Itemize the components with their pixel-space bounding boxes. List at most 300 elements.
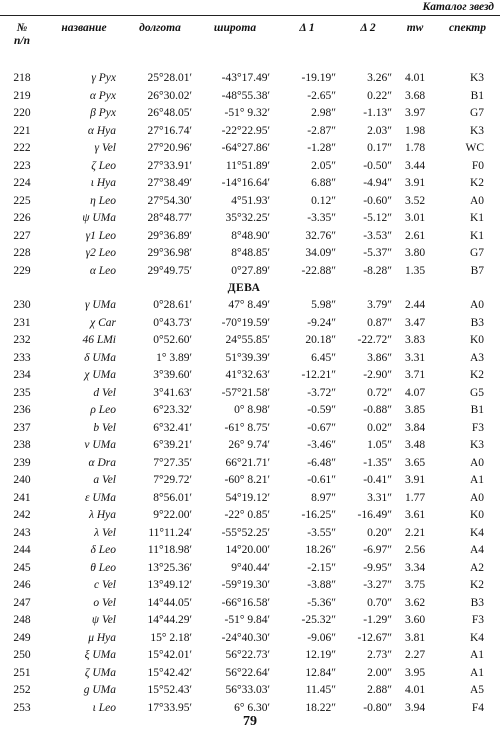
table-row bbox=[0, 420, 488, 438]
longitude-cell: 29°36.89′ bbox=[147, 229, 192, 242]
row-number-cell: 222 bbox=[13, 142, 31, 154]
delta1-cell: -5.36″ bbox=[307, 596, 336, 609]
spectrum-cell: F0 bbox=[471, 159, 484, 172]
table-row bbox=[0, 315, 488, 333]
delta2-cell: 2.88″ bbox=[367, 684, 392, 696]
spectrum-cell: A0 bbox=[469, 491, 484, 504]
delta2-cell: 0.20″ bbox=[367, 526, 392, 539]
spectrum-cell: A3 bbox=[469, 351, 484, 364]
delta2-cell: -5.37″ bbox=[363, 247, 392, 259]
table-row bbox=[0, 193, 488, 211]
spectrum-cell: K1 bbox=[469, 212, 484, 224]
column-header-latitude: широта bbox=[213, 22, 257, 34]
row-number-cell: 226 bbox=[13, 212, 31, 224]
spectrum-cell: F3 bbox=[471, 614, 484, 626]
longitude-cell: 27°20.96′ bbox=[147, 142, 192, 154]
delta1-cell: 5.98″ bbox=[311, 299, 336, 311]
table-row bbox=[0, 245, 488, 263]
magnitude-cell: 1.78 bbox=[404, 142, 426, 154]
magnitude-cell: 4.01 bbox=[404, 684, 426, 696]
star-name-cell: c Vel bbox=[93, 579, 116, 591]
magnitude-cell: 3.95 bbox=[404, 666, 426, 679]
table-row bbox=[0, 385, 488, 403]
header-rule bbox=[0, 15, 500, 16]
spectrum-cell: A0 bbox=[469, 194, 484, 207]
delta2-cell: 0.72″ bbox=[367, 386, 392, 399]
delta2-cell: -5.12″ bbox=[363, 212, 392, 224]
table-row bbox=[0, 263, 488, 281]
row-number-cell: 251 bbox=[13, 666, 31, 679]
latitude-cell: 47° 8.49′ bbox=[228, 299, 270, 311]
star-catalog-table bbox=[0, 22, 488, 717]
longitude-cell: 27°33.91′ bbox=[147, 159, 192, 172]
magnitude-cell: 3.80 bbox=[404, 247, 426, 259]
magnitude-cell: 3.01 bbox=[404, 212, 426, 224]
longitude-cell: 3°39.60′ bbox=[153, 369, 192, 381]
latitude-cell: 9°40.44′ bbox=[231, 561, 270, 574]
spectrum-cell: K2 bbox=[469, 177, 484, 189]
delta2-cell: -3.53″ bbox=[363, 229, 392, 242]
table-row bbox=[0, 577, 488, 595]
column-header-delta1: Δ 1 bbox=[299, 22, 315, 34]
spectrum-cell: K2 bbox=[469, 579, 484, 591]
delta1-cell: -9.24″ bbox=[307, 316, 336, 329]
row-number-cell: 223 bbox=[13, 159, 31, 172]
delta2-cell: -0.41″ bbox=[363, 474, 392, 486]
table-row bbox=[0, 647, 488, 665]
table-row bbox=[0, 332, 488, 350]
magnitude-cell: 3.60 bbox=[404, 614, 426, 626]
row-number-cell: 250 bbox=[13, 649, 31, 661]
star-name-cell: γ UMa bbox=[84, 299, 116, 311]
table-row bbox=[0, 210, 488, 228]
magnitude-cell: 3.94 bbox=[404, 701, 426, 714]
delta2-cell: -22.72″ bbox=[357, 334, 392, 346]
column-header-name: название bbox=[61, 22, 107, 34]
delta1-cell: -16.25″ bbox=[301, 509, 336, 521]
delta2-cell: 1.05″ bbox=[367, 439, 392, 451]
latitude-cell: -51° 9.32′ bbox=[224, 107, 270, 119]
table-row bbox=[0, 350, 488, 368]
star-name-cell: γ1 Leo bbox=[85, 229, 116, 242]
spectrum-cell: K3 bbox=[469, 439, 484, 451]
magnitude-cell: 2.21 bbox=[404, 526, 426, 539]
row-number-cell: 219 bbox=[13, 89, 31, 102]
latitude-cell: 24°55.85′ bbox=[225, 334, 270, 346]
delta2-cell: -16.49″ bbox=[357, 509, 392, 521]
star-name-cell: δ UMa bbox=[84, 351, 116, 364]
longitude-cell: 14°44.05′ bbox=[147, 596, 192, 609]
delta1-cell: -1.28″ bbox=[307, 142, 336, 154]
latitude-cell: -22° 0.85′ bbox=[224, 509, 270, 521]
longitude-cell: 28°48.77′ bbox=[147, 212, 192, 224]
longitude-cell: 6°39.21′ bbox=[153, 439, 192, 451]
row-number-cell: 247 bbox=[13, 596, 31, 609]
row-number-cell: 221 bbox=[13, 124, 31, 137]
spectrum-cell: A0 bbox=[469, 299, 484, 311]
table-row bbox=[0, 88, 488, 106]
magnitude-cell: 3.47 bbox=[404, 316, 426, 329]
longitude-cell: 7°27.35′ bbox=[153, 456, 192, 469]
delta1-cell: -0.59″ bbox=[307, 404, 336, 416]
delta2-cell: -0.60″ bbox=[363, 194, 392, 207]
delta1-cell: -2.87″ bbox=[307, 124, 336, 137]
magnitude-cell: 3.31 bbox=[404, 351, 426, 364]
delta1-cell: -0.61″ bbox=[307, 474, 336, 486]
row-number-cell: 229 bbox=[13, 264, 31, 277]
delta2-cell: -1.35″ bbox=[363, 456, 392, 469]
star-name-cell: χ UMa bbox=[84, 369, 116, 381]
longitude-cell: 9°22.00′ bbox=[153, 509, 192, 521]
spectrum-cell: A1 bbox=[469, 666, 484, 679]
delta1-cell: 32.76″ bbox=[305, 229, 336, 242]
magnitude-cell: 3.48 bbox=[404, 439, 426, 451]
star-name-cell: a Vel bbox=[93, 474, 116, 486]
magnitude-cell: 3.62 bbox=[404, 596, 426, 609]
delta1-cell: -2.65″ bbox=[307, 89, 336, 102]
spectrum-cell: G7 bbox=[469, 107, 484, 119]
table-row bbox=[0, 367, 488, 385]
latitude-cell: 56°22.64′ bbox=[225, 666, 270, 679]
magnitude-cell: 3.91 bbox=[404, 474, 426, 486]
magnitude-cell: 3.85 bbox=[404, 404, 426, 416]
star-name-cell: d Vel bbox=[93, 386, 116, 399]
longitude-cell: 15°42.42′ bbox=[147, 666, 192, 679]
delta1-cell: 20.18″ bbox=[305, 334, 336, 346]
spectrum-cell: F3 bbox=[471, 421, 484, 434]
star-name-cell: ο Vel bbox=[93, 596, 116, 609]
delta1-cell: 6.45″ bbox=[311, 351, 336, 364]
spectrum-cell: B1 bbox=[470, 404, 484, 416]
spectrum-cell: K2 bbox=[469, 369, 484, 381]
longitude-cell: 15°52.43′ bbox=[147, 684, 192, 696]
star-name-cell: g UMa bbox=[83, 684, 116, 696]
delta2-cell: 0.22″ bbox=[367, 89, 392, 102]
column-header-spectrum: спектр bbox=[449, 22, 486, 34]
delta2-cell: -4.94″ bbox=[363, 177, 392, 189]
longitude-cell: 15° 2.18′ bbox=[150, 631, 192, 644]
delta1-cell: -22.88″ bbox=[301, 264, 336, 277]
spectrum-cell: B3 bbox=[470, 316, 484, 329]
table-row bbox=[0, 665, 488, 683]
spectrum-cell: B1 bbox=[470, 89, 484, 102]
delta1-cell: 2.98″ bbox=[311, 107, 336, 119]
delta2-cell: 3.79″ bbox=[367, 299, 392, 311]
delta2-cell: -1.29″ bbox=[363, 614, 392, 626]
magnitude-cell: 3.61 bbox=[404, 509, 426, 521]
latitude-cell: -55°52.25′ bbox=[221, 526, 270, 539]
column-header-magnitude: mw bbox=[406, 22, 424, 34]
spectrum-cell: B3 bbox=[470, 596, 484, 609]
delta1-cell: -12.21″ bbox=[301, 369, 336, 381]
longitude-cell: 0°52.60′ bbox=[153, 334, 192, 346]
star-name-cell: ψ UMa bbox=[82, 212, 116, 224]
longitude-cell: 3°41.63′ bbox=[153, 386, 192, 399]
table-header-row bbox=[0, 22, 488, 48]
magnitude-cell: 3.91 bbox=[404, 177, 426, 189]
magnitude-cell: 1.77 bbox=[404, 491, 426, 504]
latitude-cell: 0°27.89′ bbox=[231, 264, 270, 277]
latitude-cell: -64°27.86′ bbox=[221, 142, 270, 154]
longitude-cell: 27°54.30′ bbox=[147, 194, 192, 207]
latitude-cell: -43°17.49′ bbox=[221, 72, 270, 84]
delta2-cell: -1.13″ bbox=[363, 107, 392, 119]
delta2-cell: 3.86″ bbox=[367, 351, 392, 364]
row-number-cell: 241 bbox=[13, 491, 31, 504]
longitude-cell: 29°36.98′ bbox=[147, 247, 192, 259]
table-row bbox=[0, 472, 488, 490]
star-name-cell: ξ UMa bbox=[84, 649, 116, 661]
magnitude-cell: 3.68 bbox=[404, 89, 426, 102]
star-name-cell: χ Car bbox=[90, 316, 116, 329]
longitude-cell: 26°30.02′ bbox=[147, 89, 192, 102]
delta2-cell: 3.26″ bbox=[367, 72, 392, 84]
latitude-cell: 0° 8.98′ bbox=[234, 404, 270, 416]
delta1-cell: -6.48″ bbox=[307, 456, 336, 469]
longitude-cell: 13°49.12′ bbox=[147, 579, 192, 591]
magnitude-cell: 2.56 bbox=[404, 544, 426, 556]
delta2-cell: 0.02″ bbox=[367, 421, 392, 434]
row-number-cell: 244 bbox=[13, 544, 31, 556]
star-name-cell: γ Vel bbox=[94, 142, 116, 154]
latitude-cell: 51°39.39′ bbox=[225, 351, 270, 364]
delta2-cell: 0.70″ bbox=[367, 596, 392, 609]
longitude-cell: 11°18.98′ bbox=[147, 544, 192, 556]
delta1-cell: 11.45″ bbox=[305, 684, 336, 696]
delta2-cell: -8.28″ bbox=[363, 264, 392, 277]
star-name-cell: λ Hya bbox=[88, 509, 116, 521]
delta2-cell: 0.87″ bbox=[367, 316, 392, 329]
delta1-cell: 12.19″ bbox=[305, 649, 336, 661]
row-number-cell: 233 bbox=[13, 351, 31, 364]
magnitude-cell: 2.27 bbox=[404, 649, 426, 661]
magnitude-cell: 3.52 bbox=[404, 194, 426, 207]
delta2-cell: -0.88″ bbox=[363, 404, 392, 416]
table-row bbox=[0, 437, 488, 455]
latitude-cell: 26° 9.74′ bbox=[228, 439, 270, 451]
delta1-cell: 34.09″ bbox=[305, 247, 336, 259]
delta1-cell: -3.35″ bbox=[307, 212, 336, 224]
delta1-cell: 2.05″ bbox=[311, 159, 336, 172]
spectrum-cell: K0 bbox=[469, 334, 484, 346]
latitude-cell: -24°40.30′ bbox=[221, 631, 270, 644]
latitude-cell: -70°19.59′ bbox=[221, 316, 270, 329]
table-row bbox=[0, 490, 488, 508]
star-name-cell: η Leo bbox=[90, 194, 116, 207]
row-number-cell: 224 bbox=[13, 177, 31, 189]
spectrum-cell: A5 bbox=[469, 684, 484, 696]
longitude-cell: 25°28.01′ bbox=[147, 72, 192, 84]
latitude-cell: 11°51.89′ bbox=[225, 159, 270, 172]
magnitude-cell: 3.81 bbox=[404, 631, 426, 644]
delta2-cell: -9.95″ bbox=[363, 561, 392, 574]
latitude-cell: 6° 6.30′ bbox=[234, 701, 270, 714]
star-name-cell: ι Leo bbox=[92, 701, 116, 714]
magnitude-cell: 3.65 bbox=[404, 456, 426, 469]
spectrum-cell: A4 bbox=[469, 544, 484, 556]
spectrum-cell: K1 bbox=[469, 229, 484, 242]
row-number-cell: 237 bbox=[13, 421, 31, 434]
delta1-cell: 12.84″ bbox=[305, 666, 336, 679]
magnitude-cell: 1.35 bbox=[404, 264, 426, 277]
magnitude-cell: 2.61 bbox=[404, 229, 426, 242]
star-name-cell: α Hya bbox=[87, 124, 116, 137]
delta1-cell: 0.12″ bbox=[311, 194, 336, 207]
star-name-cell: ρ Leo bbox=[90, 404, 116, 416]
table-row bbox=[0, 560, 488, 578]
column-header-longitude: долгота bbox=[139, 22, 181, 34]
spectrum-cell: K3 bbox=[469, 72, 484, 84]
table-row bbox=[0, 612, 488, 630]
latitude-cell: -48°55.38′ bbox=[221, 89, 270, 102]
magnitude-cell: 2.44 bbox=[404, 299, 426, 311]
latitude-cell: -57°21.58′ bbox=[221, 386, 270, 399]
longitude-cell: 7°29.72′ bbox=[153, 474, 192, 486]
running-header-title: Каталог звезд bbox=[422, 1, 494, 13]
latitude-cell: -22°22.95′ bbox=[221, 124, 270, 137]
table-row bbox=[0, 70, 488, 88]
row-number-cell: 236 bbox=[13, 404, 31, 416]
magnitude-cell: 3.97 bbox=[404, 107, 426, 119]
table-body-part-2 bbox=[0, 297, 488, 717]
spectrum-cell: B7 bbox=[470, 264, 484, 277]
latitude-cell: 8°48.90′ bbox=[231, 229, 270, 242]
row-number-cell: 253 bbox=[13, 701, 31, 714]
delta2-cell: 2.00″ bbox=[367, 666, 392, 679]
magnitude-cell: 4.07 bbox=[404, 386, 426, 399]
latitude-cell: 35°32.25′ bbox=[225, 212, 270, 224]
table-row bbox=[0, 140, 488, 158]
table-row bbox=[0, 595, 488, 613]
latitude-cell: -51° 9.84′ bbox=[224, 614, 270, 626]
table-row bbox=[0, 158, 488, 176]
latitude-cell: 8°48.85′ bbox=[231, 247, 270, 259]
row-number-cell: 228 bbox=[13, 247, 31, 259]
star-name-cell: b Vel bbox=[93, 421, 116, 434]
page-number: 79 bbox=[243, 714, 257, 729]
longitude-cell: 14°44.29′ bbox=[147, 614, 192, 626]
table-row bbox=[0, 297, 488, 315]
latitude-cell: 56°22.73′ bbox=[225, 649, 270, 661]
spectrum-cell: A0 bbox=[469, 456, 484, 469]
delta2-cell: 2.73″ bbox=[367, 649, 392, 661]
longitude-cell: 0°43.73′ bbox=[153, 316, 192, 329]
star-name-cell: 46 LMi bbox=[82, 334, 116, 346]
magnitude-cell: 4.01 bbox=[404, 72, 426, 84]
latitude-cell: 66°21.71′ bbox=[225, 456, 270, 469]
delta2-cell: -0.50″ bbox=[363, 159, 392, 172]
star-name-cell: ε UMa bbox=[84, 491, 116, 504]
longitude-cell: 6°32.41′ bbox=[153, 421, 192, 434]
row-number-cell: 243 bbox=[13, 526, 31, 539]
table-row bbox=[0, 682, 488, 700]
star-name-cell: α Pyx bbox=[89, 89, 116, 102]
section-row bbox=[0, 280, 488, 297]
table-row bbox=[0, 123, 488, 141]
spectrum-cell: G7 bbox=[469, 247, 484, 259]
spectrum-cell: A1 bbox=[469, 649, 484, 661]
row-number-cell: 225 bbox=[13, 194, 31, 207]
magnitude-cell: 3.71 bbox=[404, 369, 426, 381]
delta2-cell: 0.17″ bbox=[367, 142, 392, 154]
star-name-cell: α Leo bbox=[89, 264, 116, 277]
spectrum-cell: K4 bbox=[469, 526, 484, 539]
star-name-cell: ψ Vel bbox=[91, 614, 116, 626]
row-number-cell: 246 bbox=[13, 579, 31, 591]
longitude-cell: 29°49.75′ bbox=[147, 264, 192, 277]
magnitude-cell: 3.44 bbox=[404, 159, 426, 172]
delta1-cell: -3.88″ bbox=[307, 579, 336, 591]
star-name-cell: ι Hya bbox=[90, 177, 116, 189]
magnitude-cell: 3.75 bbox=[404, 579, 426, 591]
latitude-cell: -14°16.64′ bbox=[221, 177, 270, 189]
latitude-cell: 54°19.12′ bbox=[225, 491, 270, 504]
latitude-cell: 14°20.00′ bbox=[225, 544, 270, 556]
row-number-cell: 234 bbox=[13, 369, 31, 381]
row-number-cell: 220 bbox=[13, 107, 31, 119]
latitude-cell: -59°19.30′ bbox=[221, 579, 270, 591]
spectrum-cell: K3 bbox=[469, 124, 484, 137]
magnitude-cell: 3.83 bbox=[404, 334, 426, 346]
longitude-cell: 1° 3.89′ bbox=[156, 351, 192, 364]
latitude-cell: 4°51.93′ bbox=[231, 194, 270, 207]
delta1-cell: -3.55″ bbox=[307, 526, 336, 539]
table-row bbox=[0, 105, 488, 123]
row-number-cell: 245 bbox=[13, 561, 31, 574]
longitude-cell: 8°56.01′ bbox=[153, 491, 192, 504]
row-number-cell: 230 bbox=[13, 299, 31, 311]
spectrum-cell: K4 bbox=[469, 631, 484, 644]
longitude-cell: 27°38.49′ bbox=[147, 177, 192, 189]
star-name-cell: ζ Leo bbox=[91, 159, 116, 172]
column-header-delta2: Δ 2 bbox=[360, 22, 376, 34]
delta1-cell: 18.22″ bbox=[305, 701, 336, 714]
latitude-cell: 56°33.03′ bbox=[225, 684, 270, 696]
delta1-cell: 8.97″ bbox=[311, 491, 336, 504]
star-name-cell: γ2 Leo bbox=[85, 247, 116, 259]
delta2-cell: 3.31″ bbox=[367, 491, 392, 504]
longitude-cell: 6°23.32′ bbox=[153, 404, 192, 416]
delta2-cell: -2.90″ bbox=[363, 369, 392, 381]
table-body-part-1 bbox=[0, 70, 488, 280]
delta2-cell: -12.67″ bbox=[357, 631, 392, 644]
delta1-cell: -25.32″ bbox=[301, 614, 336, 626]
table-row bbox=[0, 402, 488, 420]
latitude-cell: -66°16.58′ bbox=[221, 596, 270, 609]
spectrum-cell: G5 bbox=[469, 386, 484, 399]
magnitude-cell: 1.98 bbox=[404, 124, 426, 137]
table-row bbox=[0, 175, 488, 193]
table-row bbox=[0, 542, 488, 560]
delta1-cell: 18.26″ bbox=[305, 544, 336, 556]
row-number-cell: 239 bbox=[13, 456, 31, 469]
delta2-cell: -3.27″ bbox=[363, 579, 392, 591]
longitude-cell: 17°33.95′ bbox=[147, 701, 192, 714]
delta1-cell: -19.19″ bbox=[301, 72, 336, 84]
longitude-cell: 11°11.24′ bbox=[148, 526, 192, 539]
row-number-cell: 238 bbox=[13, 439, 31, 451]
star-name-cell: α Dra bbox=[88, 456, 116, 469]
row-number-cell: 252 bbox=[13, 684, 31, 696]
spectrum-cell: F4 bbox=[471, 701, 484, 714]
star-name-cell: ζ UMa bbox=[84, 666, 116, 679]
star-name-cell: δ Leo bbox=[90, 544, 116, 556]
table-row bbox=[0, 228, 488, 246]
row-number-cell: 235 bbox=[13, 386, 31, 399]
row-number-cell: 248 bbox=[13, 614, 31, 626]
delta1-cell: -3.46″ bbox=[307, 439, 336, 451]
spectrum-cell: A2 bbox=[469, 561, 484, 574]
